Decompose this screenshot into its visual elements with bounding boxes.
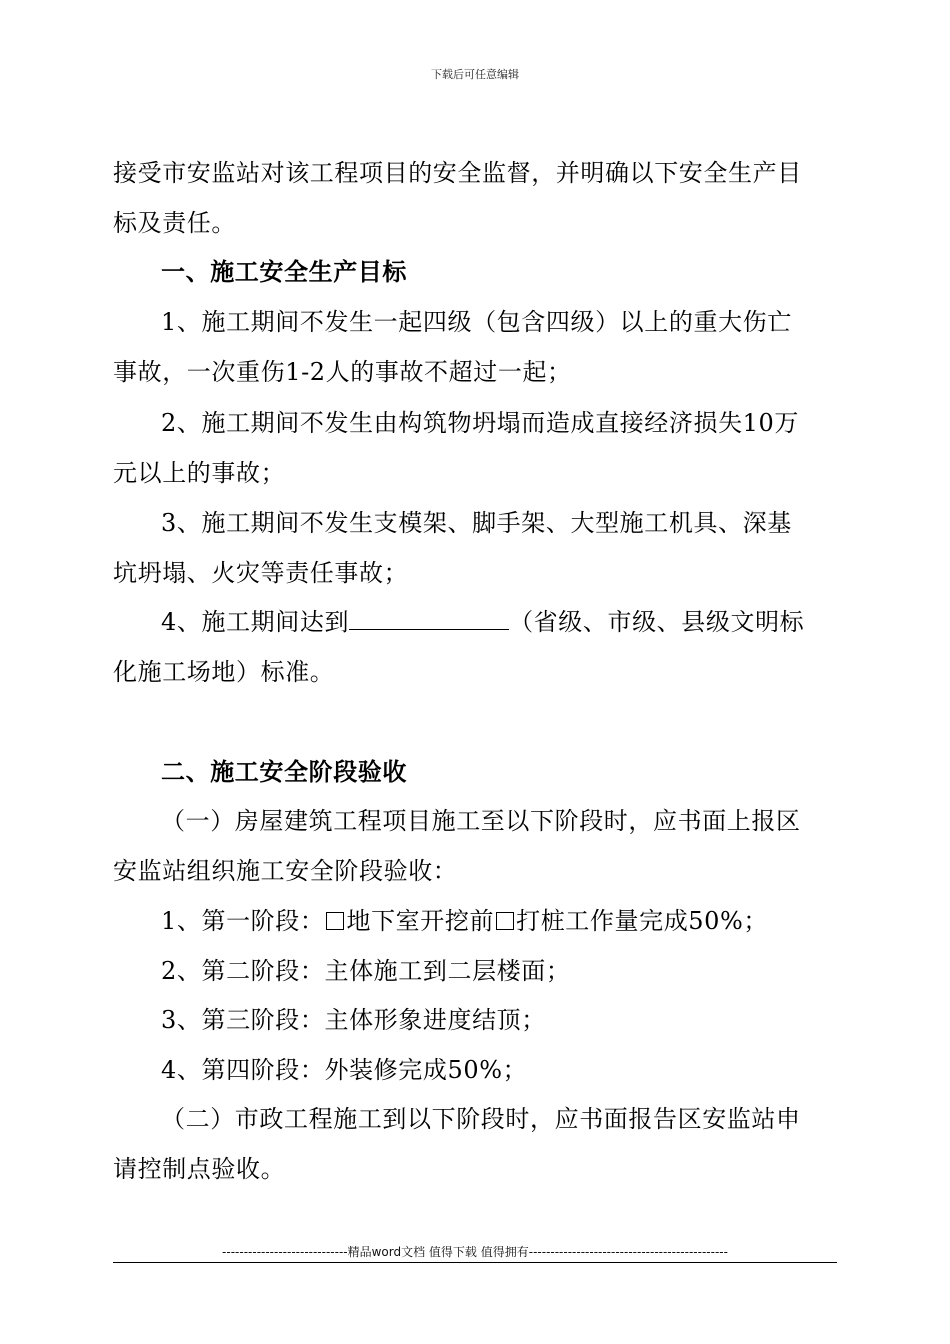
stage-item: 3、第三阶段：主体形象进度结顶； [161, 1006, 546, 1034]
list-item-continuation: 事故，一次重伤1-2人的事故不超过一起； [113, 358, 572, 386]
paragraph-line: 标及责任。 [113, 209, 236, 237]
page-footer: -----------------------------精品word文档 值得下载 值得拥有---------------------------------------------- [222, 1245, 728, 1259]
list-item: 1、施工期间不发生一起四级（包含四级）以上的重大伤亡 [161, 308, 792, 336]
page-header: 下载后可任意编辑 [431, 68, 519, 81]
checkbox-icon [496, 912, 514, 930]
list-item-continuation: 元以上的事故； [113, 459, 286, 487]
fill-in-blank [349, 607, 509, 630]
subsection-paragraph-continuation: 安监站组织施工安全阶段验收： [113, 857, 458, 885]
footer-divider [113, 1262, 837, 1263]
list-item: 3、施工期间不发生支模架、脚手架、大型施工机具、深基 [161, 509, 792, 537]
subsection-paragraph: （一）房屋建筑工程项目施工至以下阶段时，应书面上报区 [161, 807, 801, 835]
section-heading: 二、施工安全阶段验收 [161, 758, 407, 786]
list-item-text: 4、施工期间达到 [161, 608, 350, 636]
checkbox-icon [326, 912, 344, 930]
list-item-text: （省级、市级、县级文明标 [509, 608, 805, 636]
stage-item: 2、第二阶段：主体施工到二层楼面； [161, 957, 571, 985]
list-item: 2、施工期间不发生由构筑物坍塌而造成直接经济损失10万 [161, 409, 800, 437]
list-item-continuation: 化施工场地）标准。 [113, 658, 335, 686]
subsection-paragraph: （二）市政工程施工到以下阶段时，应书面报告区安监站申 [161, 1105, 801, 1133]
section-heading: 一、施工安全生产目标 [161, 258, 407, 286]
stage-item [161, 906, 768, 936]
stage-option: 地下室开挖前 [346, 907, 495, 935]
stage-option: 打桩工作量完成50%； [516, 907, 769, 935]
stage-label: 1、第一阶段： [161, 907, 325, 935]
paragraph-line: 接受市安监站对该工程项目的安全监督，并明确以下安全生产目 [113, 159, 802, 187]
list-item-continuation: 坑坍塌、火灾等责任事故； [113, 559, 409, 587]
subsection-paragraph-continuation: 请控制点验收。 [113, 1155, 286, 1183]
stage-item: 4、第四阶段：外装修完成50%； [161, 1056, 528, 1084]
list-item [161, 607, 804, 637]
